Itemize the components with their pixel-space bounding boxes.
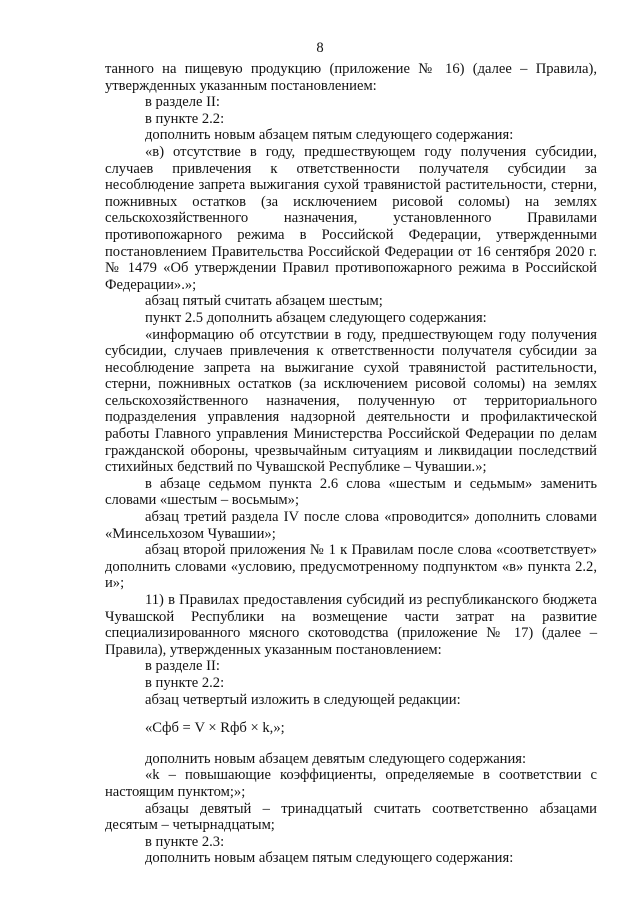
paragraph-5: «в) отсутствие в году, предшествующем году получения субсидии, случаев привлечения к ответственности получателя субсидии за несоблюдение запрета выжигания сухой травянистой растительности, стерни, пожнивных остатков (за исключением рисовой соломы) на землях сельскохозяйственного назначения, установленного Правилами противопожарного режима в Российской Федерации, утвержденными постановлением Правительства Российской Федерации от 16 сентября 2020 г. № 1479 «Об утверждении Правил противопожарного режима в Российской Федерации».»; [105,143,597,293]
paragraph-13: в разделе II: [145,658,220,675]
paragraph-11: абзац второй приложения № 1 к Правилам после слова «соответствует» дополнить словами «условию, предусмотренному подпунктом «в» пункта 2.2, и»; [105,542,597,592]
paragraph-6: абзац пятый считать абзацем шестым; [145,293,383,310]
paragraph-after-5: дополнить новым абзацем пятым следующего содержания: [145,850,514,867]
paragraph-after-3: абзацы девятый – тринадцатый считать соответственно абзацами десятым – четырнадцатым; [105,800,597,834]
document-body [105,61,597,867]
paragraph-after-1: дополнить новым абзацем девятым следующего содержания: [145,750,527,767]
paragraph-12: 11) в Правилах предоставления субсидий из республиканского бюджета Чувашской Республики на возмещение части затрат на развитие специализированного мясного скотоводства (приложение № 17) (далее – Правила), утвержденных указанным постановлением: [105,592,597,658]
paragraph-7: пункт 2.5 дополнить абзацем следующего содержания: [145,309,487,326]
paragraph-15: абзац четвертый изложить в следующей редакции: [145,691,461,708]
paragraph-2: в разделе II: [145,94,220,111]
paragraph-3: в пункте 2.2: [145,110,225,127]
paragraph-4: дополнить новым абзацем пятым следующего содержания: [145,127,514,144]
paragraph-8: «информацию об отсутствии в году, предшествующем году получения субсидии, случаев привлечения к ответственности получателя субсидии за несоблюдение запрета на выжигание сухой травянистой растительности, стерни, пожнивных остатков (за исключением рисовой соломы) на землях сельскохозяйственного назначения, полученную от территориального подразделения управления надзорной деятельности и профилактической работы Главного управления Министерства Российской Федерации по делам гражданской обороны, чрезвычайным ситуациям и ликвидации последствий стихийных бедствий по Чувашской Республике – Чувашии.»; [105,326,597,476]
paragraph-14: в пункте 2.2: [145,674,225,691]
paragraph-after-2: «k – повышающие коэффициенты, определяемые в соответствии с настоящим пунктом;»; [105,767,597,800]
formula: «Сфб = V × Rфб × k,»; [145,720,285,737]
paragraph-after-4: в пункте 2.3: [145,833,225,850]
paragraph-9: в абзаце седьмом пункта 2.6 слова «шестым и седьмым» заменить словами «шестым – восьмым»; [105,475,597,509]
paragraph-1: танного на пищевую продукцию (приложение № 16) (далее – Правила), утвержденных указанным постановлением: [105,61,597,94]
page-number: 8 [316,40,324,56]
paragraph-10: абзац третий раздела IV после слова «проводится» дополнить словами «Минсельхозом Чувашии»; [105,509,597,542]
